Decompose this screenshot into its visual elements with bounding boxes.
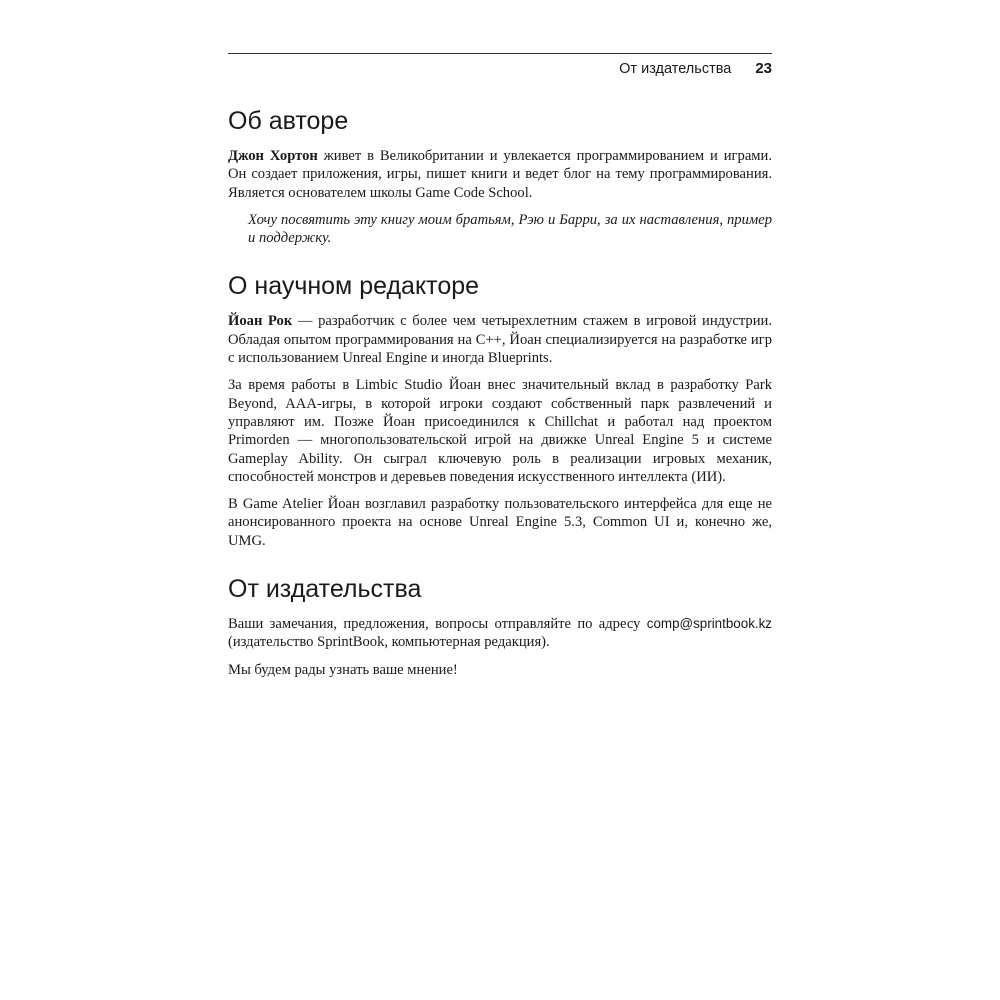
about-author-heading: Об авторе — [228, 107, 349, 135]
author-name: Джон Хортон — [228, 148, 318, 164]
about-author-bio — [228, 147, 772, 202]
editor-paragraph-3: В Game Atelier Йоан возглавил разработку пользовательского интерфейса для еще не анонсированного проекта на основе Unreal Engine 5.3, Common UI и, конечно же, UMG. — [228, 496, 772, 549]
about-editor-bio — [228, 312, 772, 367]
running-head-section: От издательства — [619, 61, 732, 77]
editor-bio-text: — разработчик с более чем четырехлетним стажем в игровой индустрии. Обладая опытом программирования на C++, Йоан специализируется на разработке игр с использованием Unreal Engine и иногда Blueprints. — [228, 313, 772, 367]
from-publisher-heading: От издательства — [228, 575, 422, 604]
page-number: 23 — [755, 60, 772, 77]
publisher-email: comp@sprintbook.kz — [646, 616, 772, 632]
header-rule — [228, 53, 772, 54]
author-bio-text: живет в Великобритании и увлекается программированием и играми. Он создает приложения, игры, пишет книги и ведет блог на тему программирования. Является основателем школы Game Code School. — [228, 148, 772, 201]
editor-paragraph-2: За время работы в Limbic Studio Йоан внес значительный вклад в разработку Park Beyond, AAA-игры, в которой игроки создают собственный парк развлечений и управляют им. Позже Йоан присоединился к Chillchat и работал над проектом Primorden — многопользовательской игрой на движке Unreal Engine 5 и системе Gameplay Ability. Он сыграл ключевую роль в реализации игровых механик, способностей монстров и деревьев поведения искусственного интеллекта (ИИ). — [228, 377, 772, 485]
publisher-closing: Мы будем рады узнать ваше мнение! — [228, 661, 458, 678]
publisher-contact-text: Ваши замечания, предложения, вопросы отправляйте по адресу — [228, 616, 647, 633]
page-content — [228, 104, 772, 688]
publisher-contact — [228, 615, 772, 652]
publisher-contact-tail: (издательство SprintBook, компьютерная редакция). — [228, 634, 550, 651]
author-dedication: Хочу посвятить эту книгу моим братьям, Рэю и Барри, за их наставления, пример и поддержку. — [248, 211, 772, 247]
running-head — [228, 59, 772, 79]
about-editor-heading: О научном редакторе — [228, 272, 480, 301]
editor-name: Йоан Рок — [228, 313, 293, 330]
